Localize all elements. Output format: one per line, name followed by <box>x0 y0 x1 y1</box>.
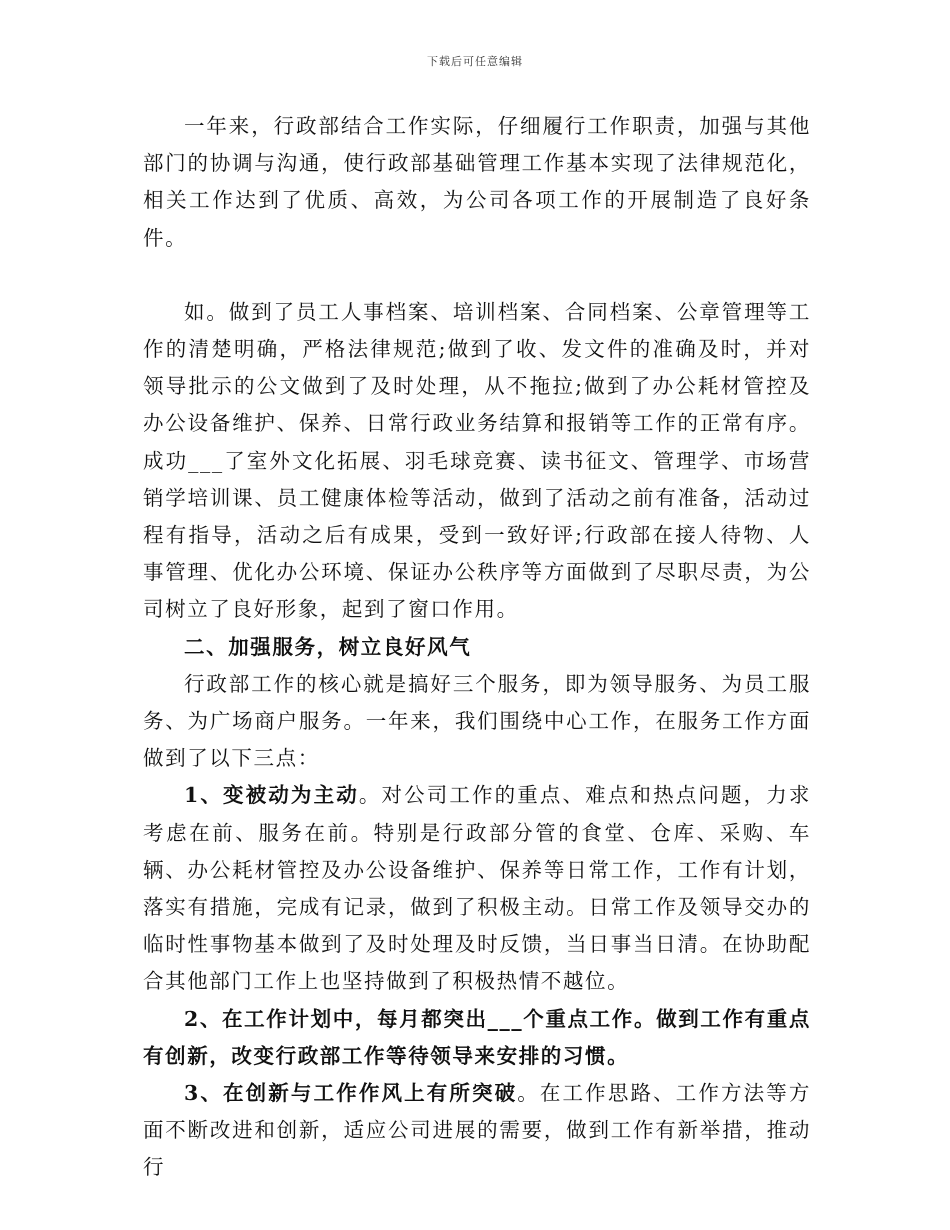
paragraph-intro: 一年来，行政部结合工作实际，仔细履行工作职责，加强与其他部门的协调与沟通，使行政部基础管理工作基本实现了法律规范化，相关工作达到了优质、高效，为公司各项工作的开展制造了良好条件。 <box>143 114 811 250</box>
list-item-innovation <box>143 1075 811 1187</box>
section-heading-service: 二、加强服务，树立良好风气 <box>184 634 472 659</box>
list-item-proactive-body: 。对公司工作的重点、难点和热点问题，力求考虑在前、服务在前。特别是行政部分管的食堂、仓库、采购、车辆、办公耗材管控及办公设备维护、保养等日常工作，工作有计划，落实有措施，完成有记录，做到了积极主动。日常工作及领导交办的临时性事物基本做到了及时处理及时反馈，当日事当日清。在协助配合其他部门工作上也坚持做到了积极热情不越位。 <box>143 783 811 994</box>
list-item-innovation-lead: 3、在创新与工作作风上有所突破 <box>184 1081 518 1106</box>
paragraph-service-intro: 行政部工作的核心就是搞好三个服务，即为领导服务、为员工服务、为广场商户服务。一年来，我们围绕中心工作，在服务工作方面做到了以下三点： <box>143 671 811 771</box>
list-item-monthly-focus: 2、在工作计划中，每月都突出___个重点工作。做到工作有重点有创新，改变行政部工作等待领导来安排的习惯。 <box>143 1006 811 1068</box>
list-item-proactive <box>143 777 811 1000</box>
page-header-note: 下载后可任意编辑 <box>427 55 523 68</box>
document-body <box>143 108 811 1187</box>
list-item-proactive-lead: 1、变被动为主动 <box>184 783 359 808</box>
paragraph-achievements: 如。做到了员工人事档案、培训档案、合同档案、公章管理等工作的清楚明确，严格法律规范;做到了收、发文件的准确及时，并对领导批示的公文做到了及时处理，从不拖拉;做到了办公耗材管控及办公设备维护、保养、日常行政业务结算和报销等工作的正常有序。成功___了室外文化拓展、羽毛球竞赛、读书征文、管理学、市场营销学培训课、员工健康体检等活动，做到了活动之前有准备，活动过程有指导，活动之后有成果，受到一致好评;行政部在接人待物、人事管理、优化办公环境、保证办公秩序等方面做到了尽职尽责，为公司树立了良好形象，起到了窗口作用。 <box>143 299 811 622</box>
list-item-innovation-body: 。在工作思路、工作方法等方面不断改进和创新，适应公司进展的需要，做到工作有新举措，推动行 <box>143 1081 811 1180</box>
